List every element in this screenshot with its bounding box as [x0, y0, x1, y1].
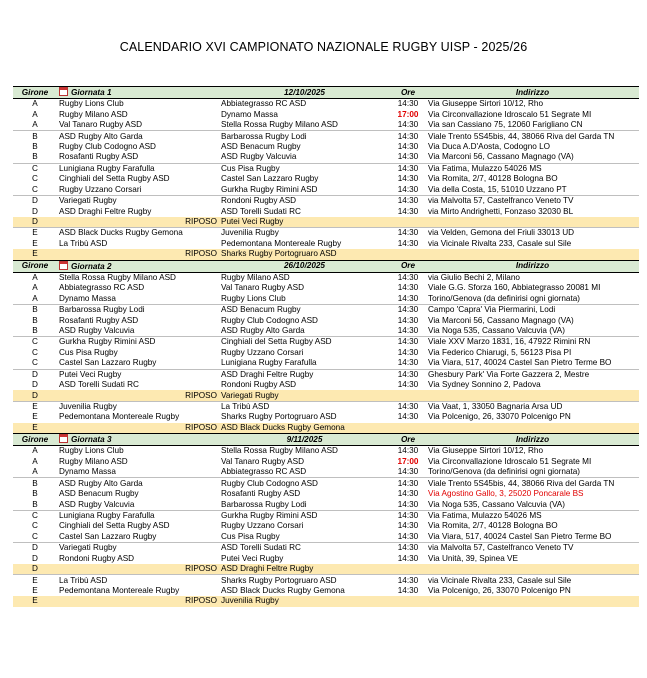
- away-team: Rugby Uzzano Corsari: [221, 521, 304, 531]
- resting-team: Variegati Rugby: [219, 390, 390, 401]
- away-team: ASD Rugby Valcuvia: [221, 152, 297, 162]
- venue-address: Via Giuseppe Sirtori 10/12, Rho: [426, 446, 639, 457]
- home-team: Rugby Club Codogno ASD: [59, 141, 156, 151]
- home-team: Val Tanaro Rugby ASD: [59, 120, 142, 130]
- match-row: [13, 543, 639, 554]
- match-row: [13, 467, 639, 478]
- match-time: 14:30: [397, 315, 419, 325]
- match-row: [13, 457, 639, 467]
- girone-cell: E: [13, 423, 57, 434]
- match-time: 14:30: [397, 499, 419, 509]
- ore-header: Ore: [390, 260, 426, 272]
- girone-cell: E: [13, 596, 57, 606]
- empty-cell: [390, 423, 426, 434]
- away-team: Rugby Club Codogno ASD: [221, 315, 318, 325]
- girone-cell: B: [32, 499, 38, 509]
- girone-cell: C: [13, 337, 57, 348]
- indirizzo-header: Indirizzo: [426, 434, 639, 446]
- venue-address: Via Agostino Gallo, 3, 25020 Poncarale BS: [428, 489, 584, 499]
- away-team: Juvenilia Rugby: [219, 228, 390, 239]
- match-time: 14:30: [390, 99, 426, 110]
- girone-cell: A: [32, 467, 38, 477]
- giornata-header: [13, 87, 639, 99]
- match-row: [13, 293, 639, 304]
- riposo-label: RIPOSO: [57, 249, 219, 260]
- venue-address: Via Polcenigo, 26, 33070 Polcenigo PN: [428, 586, 571, 596]
- riposo-row: [13, 249, 639, 260]
- girone-cell: C: [13, 163, 57, 174]
- match-row: [13, 575, 639, 586]
- match-time: 14:30: [397, 206, 419, 216]
- riposo-row: [13, 564, 639, 575]
- venue-address: Via Giuseppe Sirtori 10/12, Rho: [426, 99, 639, 110]
- match-time: 14:30: [397, 283, 419, 293]
- girone-cell: D: [32, 553, 38, 563]
- match-time: 14:30: [397, 553, 419, 563]
- page-title: CALENDARIO XVI CAMPIONATO NAZIONALE RUGBY UISP - 2025/26: [119, 40, 528, 54]
- match-row: [13, 586, 639, 596]
- home-team: Rosafanti Rugby ASD: [59, 315, 139, 325]
- home-team: ASD Rugby Valcuvia: [59, 325, 135, 335]
- match-time: 14:30: [397, 120, 419, 130]
- away-team: Rugby Lions Club: [221, 293, 286, 303]
- match-time: 14:30: [397, 380, 419, 390]
- venue-address: Via Federico Chiarugi, 5, 56123 Pisa PI: [428, 347, 572, 357]
- girone-cell: C: [13, 510, 57, 521]
- girone-cell: E: [32, 586, 38, 596]
- away-team: Cinghiali del Setta Rugby ASD: [219, 337, 390, 348]
- empty-cell: [390, 249, 426, 260]
- match-row: [13, 228, 639, 239]
- home-team: Abbiategrasso RC ASD: [59, 283, 145, 293]
- venue-address: via Mirto Andrighetti, Fonzaso 32030 BL: [428, 206, 574, 216]
- resting-team: ASD Draghi Feltre Rugby: [219, 564, 390, 575]
- match-row: [13, 499, 639, 510]
- away-team: Stella Rossa Rugby Milano ASD: [221, 120, 338, 130]
- girone-cell: D: [13, 543, 57, 554]
- girone-cell: B: [32, 141, 38, 151]
- away-team: Lunigiana Rugby Farafulla: [221, 358, 317, 368]
- match-time: 14:30: [397, 489, 419, 499]
- away-team: ASD Torelli Sudati RC: [219, 543, 390, 554]
- home-team: Cinghiali del Setta Rugby ASD: [59, 521, 170, 531]
- venue-address: Via Fatima, Mulazzo 54026 MS: [426, 163, 639, 174]
- venue-address: via Velden, Gemona del Friuli 33013 UD: [426, 228, 639, 239]
- home-team: Castel San Lazzaro Rugby: [59, 531, 157, 541]
- home-team: Gurkha Rugby Rimini ASD: [57, 337, 219, 348]
- girone-cell: C: [32, 521, 38, 531]
- ore-header: Ore: [390, 87, 426, 99]
- home-team: Pedemontana Montereale Rugby: [59, 412, 180, 422]
- away-team: ASD Rugby Alto Garda: [221, 325, 305, 335]
- match-time: 14:30: [397, 467, 419, 477]
- empty-cell: [426, 390, 639, 401]
- girone-cell: A: [13, 272, 57, 283]
- girone-cell: D: [32, 380, 38, 390]
- match-row: [13, 478, 639, 489]
- match-time: 14:30: [397, 152, 419, 162]
- match-time: 17:00: [397, 456, 419, 466]
- girone-cell: D: [32, 206, 38, 216]
- home-team: Lunigiana Rugby Farafulla: [57, 163, 219, 174]
- match-time: 14:30: [397, 586, 419, 596]
- venue-address: Via Romita, 2/7, 40128 Bologna BO: [428, 521, 558, 531]
- home-team: ASD Draghi Feltre Rugby: [59, 206, 152, 216]
- match-row: [13, 358, 639, 369]
- calendar-icon: [59, 434, 68, 443]
- home-team: Rugby Milano ASD: [59, 109, 128, 119]
- empty-cell: [426, 564, 639, 575]
- match-time: 14:30: [397, 184, 419, 194]
- indirizzo-header: Indirizzo: [426, 87, 639, 99]
- venue-address: Via Polcenigo, 26, 33070 Polcenigo PN: [428, 412, 571, 422]
- match-row: [13, 239, 639, 249]
- match-time: 14:30: [397, 412, 419, 422]
- home-team: Dynamo Massa: [59, 467, 116, 477]
- match-row: [13, 348, 639, 358]
- girone-cell: E: [13, 249, 57, 260]
- away-team: Rugby Club Codogno ASD: [219, 478, 390, 489]
- venue-address: Viale XXV Marzo 1831, 16, 47922 Rimini RN: [426, 337, 639, 348]
- match-time: 14:30: [390, 510, 426, 521]
- match-row: [13, 283, 639, 293]
- away-team: Stella Rossa Rugby Milano ASD: [219, 446, 390, 457]
- home-team: ASD Rugby Alto Garda: [57, 131, 219, 142]
- home-team: Juvenilia Rugby: [57, 401, 219, 412]
- match-row: [13, 532, 639, 543]
- match-row: [13, 185, 639, 196]
- home-team: Cus Pisa Rugby: [59, 347, 118, 357]
- match-time: 14:30: [397, 325, 419, 335]
- match-time: 14:30: [390, 401, 426, 412]
- girone-cell: A: [32, 293, 38, 303]
- match-time: 14:30: [390, 195, 426, 206]
- girone-cell: A: [32, 283, 38, 293]
- match-time: 14:30: [397, 521, 419, 531]
- away-team: ASD Draghi Feltre Rugby: [219, 369, 390, 380]
- venue-address: Via san Cassiano 75, 12060 Farigliano CN: [428, 120, 583, 130]
- girone-cell: C: [32, 531, 38, 541]
- match-row: [13, 142, 639, 152]
- girone-cell: E: [32, 412, 38, 422]
- girone-cell: E: [13, 401, 57, 412]
- match-row: [13, 369, 639, 380]
- resting-team: Sharks Rugby Portogruaro ASD: [219, 249, 390, 260]
- home-team: Rugby Lions Club: [57, 446, 219, 457]
- home-team: ASD Rugby Alto Garda: [57, 478, 219, 489]
- venue-address: Viale Trento 5S45bis, 44, 38066 Riva del Garda TN: [426, 131, 639, 142]
- away-team: Abbiategrasso RC ASD: [219, 99, 390, 110]
- giornata-date: 26/10/2025: [219, 260, 390, 272]
- girone-cell: B: [32, 152, 38, 162]
- girone-cell: A: [32, 456, 38, 466]
- girone-header: Girone: [13, 87, 57, 99]
- match-row: [13, 163, 639, 174]
- venue-address: Via della Costa, 15, 51010 Uzzano PT: [428, 184, 567, 194]
- giornata-label: [57, 434, 219, 446]
- girone-cell: B: [32, 325, 38, 335]
- girone-cell: C: [32, 174, 38, 184]
- match-row: [13, 195, 639, 206]
- home-team: Rosafanti Rugby ASD: [59, 152, 139, 162]
- match-time: 14:30: [390, 228, 426, 239]
- girone-cell: D: [13, 390, 57, 401]
- match-row: [13, 99, 639, 110]
- home-team: La Tribù ASD: [57, 575, 219, 586]
- match-time: 14:30: [390, 478, 426, 489]
- match-time: 17:00: [397, 109, 419, 119]
- match-row: [13, 174, 639, 184]
- away-team: ASD Torelli Sudati RC: [221, 206, 301, 216]
- girone-cell: A: [13, 99, 57, 110]
- away-team: Gurkha Rugby Rimini ASD: [221, 184, 318, 194]
- home-team: Castel San Lazzaro Rugby: [59, 358, 157, 368]
- match-time: 14:30: [390, 163, 426, 174]
- away-team: Barbarossa Rugby Lodi: [221, 499, 307, 509]
- empty-cell: [390, 390, 426, 401]
- riposo-row: [13, 423, 639, 434]
- venue-address: Via Romita, 2/7, 40128 Bologna BO: [428, 174, 558, 184]
- match-time: 14:30: [397, 174, 419, 184]
- match-row: [13, 510, 639, 521]
- home-team: Variegati Rugby: [57, 195, 219, 206]
- match-time: 14:30: [390, 272, 426, 283]
- girone-header: Girone: [13, 434, 57, 446]
- home-team: Rugby Uzzano Corsari: [59, 184, 142, 194]
- away-team: ASD Benacum Rugby: [219, 304, 390, 315]
- venue-address: Viale Trento 5S45bis, 44, 38066 Riva del Garda TN: [426, 478, 639, 489]
- match-time: 14:30: [390, 304, 426, 315]
- giornata-title: Giornata 3: [71, 435, 112, 445]
- match-row: [13, 109, 639, 119]
- girone-cell: C: [32, 347, 38, 357]
- empty-cell: [426, 596, 639, 606]
- venue-address: Via Marconi 56, Cassano Magnago (VA): [428, 315, 574, 325]
- match-row: [13, 554, 639, 564]
- venue-address: via Vicinale Rivalta 233, Casale sul Sile: [428, 238, 572, 248]
- match-row: [13, 315, 639, 325]
- girone-cell: A: [32, 109, 38, 119]
- empty-cell: [390, 596, 426, 606]
- match-row: [13, 401, 639, 412]
- riposo-label: RIPOSO: [57, 390, 219, 401]
- girone-cell: D: [13, 564, 57, 575]
- giornata-title: Giornata 2: [71, 261, 112, 271]
- match-row: [13, 380, 639, 390]
- venue-address: Viale G.G. Sforza 160, Abbiategrasso 20081 MI: [428, 283, 601, 293]
- home-team: La Tribù ASD: [59, 238, 108, 248]
- away-team: ASD Benacum Rugby: [221, 141, 301, 151]
- girone-cell: C: [32, 358, 38, 368]
- giornata-header: [13, 434, 639, 446]
- riposo-row: [13, 390, 639, 401]
- venue-address: Via Marconi 56, Cassano Magnago (VA): [428, 152, 574, 162]
- match-time: 14:30: [397, 358, 419, 368]
- home-team: Barbarossa Rugby Lodi: [57, 304, 219, 315]
- match-time: 14:30: [390, 131, 426, 142]
- resting-team: Juvenilia Rugby: [219, 596, 390, 606]
- away-team: Rondoni Rugby ASD: [221, 380, 297, 390]
- venue-address: via Malvolta 57, Castelfranco Veneto TV: [426, 195, 639, 206]
- riposo-label: RIPOSO: [57, 423, 219, 434]
- girone-cell: B: [32, 315, 38, 325]
- calendar-icon: [59, 261, 68, 270]
- home-team: ASD Torelli Sudati RC: [59, 380, 139, 390]
- away-team: Rondoni Rugby ASD: [219, 195, 390, 206]
- girone-header: Girone: [13, 260, 57, 272]
- venue-address: Via Unità, 39, Spinea VE: [428, 553, 518, 563]
- match-row: [13, 206, 639, 216]
- home-team: Lunigiana Rugby Farafulla: [57, 510, 219, 521]
- venue-address: Ghesbury Park' Via Forte Gazzera 2, Mestre: [426, 369, 639, 380]
- match-row: [13, 120, 639, 131]
- venue-address: via Giulio Bechi 2, Milano: [426, 272, 639, 283]
- calendar-icon: [59, 87, 68, 96]
- away-team: Pedemontana Montereale Rugby: [221, 238, 342, 248]
- venue-address: Via Fatima, Mulazzo 54026 MS: [426, 510, 639, 521]
- girone-cell: C: [32, 184, 38, 194]
- schedule-table: [13, 86, 639, 607]
- empty-cell: [426, 423, 639, 434]
- home-team: Stella Rossa Rugby Milano ASD: [57, 272, 219, 283]
- girone-cell: D: [13, 217, 57, 228]
- giornata-date: 12/10/2025: [219, 87, 390, 99]
- girone-cell: B: [32, 489, 38, 499]
- venue-address: Via Noga 535, Cassano Valcuvia (VA): [428, 325, 565, 335]
- match-time: 14:30: [397, 238, 419, 248]
- home-team: Variegati Rugby: [57, 543, 219, 554]
- away-team: Cus Pisa Rugby: [219, 163, 390, 174]
- venue-address: via Vicinale Rivalta 233, Casale sul Sile: [426, 575, 639, 586]
- match-time: 14:30: [390, 337, 426, 348]
- venue-address: Via Vaat, 1, 33050 Bagnaria Arsa UD: [426, 401, 639, 412]
- riposo-row: [13, 217, 639, 228]
- home-team: Cinghiali del Setta Rugby ASD: [59, 174, 170, 184]
- ore-header: Ore: [390, 434, 426, 446]
- riposo-label: RIPOSO: [57, 564, 219, 575]
- empty-cell: [426, 217, 639, 228]
- away-team: Sharks Rugby Portogruaro ASD: [221, 412, 337, 422]
- away-team: Rugby Milano ASD: [219, 272, 390, 283]
- match-row: [13, 131, 639, 142]
- match-row: [13, 152, 639, 163]
- girone-cell: E: [32, 238, 38, 248]
- match-row: [13, 272, 639, 283]
- girone-cell: D: [13, 369, 57, 380]
- away-team: Abbiategrasso RC ASD: [221, 467, 307, 477]
- home-team: Putei Veci Rugby: [57, 369, 219, 380]
- girone-cell: A: [32, 120, 38, 130]
- away-team: Rugby Uzzano Corsari: [221, 347, 304, 357]
- away-team: La Tribù ASD: [219, 401, 390, 412]
- girone-cell: B: [13, 478, 57, 489]
- away-team: Val Tanaro Rugby ASD: [221, 283, 304, 293]
- venue-address: Torino/Genova (da definirisi ogni giornata): [428, 467, 581, 477]
- giornata-title: Giornata 1: [71, 88, 112, 97]
- away-team: Val Tanaro Rugby ASD: [221, 456, 304, 466]
- riposo-row: [13, 596, 639, 606]
- giornata-date: 9/11/2025: [219, 434, 390, 446]
- match-time: 14:30: [397, 293, 419, 303]
- match-time: 14:30: [390, 446, 426, 457]
- away-team: Cus Pisa Rugby: [221, 531, 280, 541]
- home-team: Rugby Lions Club: [57, 99, 219, 110]
- indirizzo-header: Indirizzo: [426, 260, 639, 272]
- match-row: [13, 521, 639, 531]
- girone-cell: A: [13, 446, 57, 457]
- giornata-label: [57, 87, 219, 99]
- venue-address: Via Circonvallazione Idroscalo 51 Segrate MI: [428, 109, 592, 119]
- resting-team: Putei Veci Rugby: [219, 217, 390, 228]
- away-team: Dynamo Massa: [221, 109, 278, 119]
- girone-cell: E: [13, 228, 57, 239]
- home-team: ASD Black Ducks Rugby Gemona: [57, 228, 219, 239]
- girone-cell: E: [13, 575, 57, 586]
- home-team: ASD Benacum Rugby: [59, 489, 139, 499]
- giornata-header: [13, 260, 639, 272]
- away-team: Sharks Rugby Portogruaro ASD: [219, 575, 390, 586]
- home-team: Dynamo Massa: [59, 293, 116, 303]
- venue-address: Via Duca A.D'Aosta, Codogno LO: [428, 141, 551, 151]
- girone-cell: B: [13, 304, 57, 315]
- match-row: [13, 489, 639, 499]
- resting-team: ASD Black Ducks Rugby Gemona: [219, 423, 390, 434]
- venue-address: Torino/Genova (da definirisi ogni giornata): [428, 293, 581, 303]
- empty-cell: [390, 564, 426, 575]
- match-row: [13, 446, 639, 457]
- girone-cell: B: [13, 131, 57, 142]
- venue-address: Via Viara, 517, 40024 Castel San Pietro Terme BO: [428, 531, 612, 541]
- match-time: 14:30: [390, 369, 426, 380]
- away-team: Gurkha Rugby Rimini ASD: [219, 510, 390, 521]
- home-team: ASD Rugby Valcuvia: [59, 499, 135, 509]
- match-row: [13, 412, 639, 422]
- match-time: 14:30: [397, 141, 419, 151]
- home-team: Pedemontana Montereale Rugby: [59, 586, 180, 596]
- home-team: Rondoni Rugby ASD: [59, 553, 135, 563]
- venue-address: Via Sydney Sonnino 2, Padova: [428, 380, 541, 390]
- away-team: Castel San Lazzaro Rugby: [221, 174, 319, 184]
- away-team: Rosafanti Rugby ASD: [221, 489, 301, 499]
- away-team: ASD Black Ducks Rugby Gemona: [221, 586, 345, 596]
- match-time: 14:30: [397, 531, 419, 541]
- home-team: Rugby Milano ASD: [59, 456, 128, 466]
- venue-address: Via Viara, 517, 40024 Castel San Pietro Terme BO: [428, 358, 612, 368]
- girone-cell: D: [13, 195, 57, 206]
- venue-address: Campo 'Capra' Via Piermarini, Lodi: [426, 304, 639, 315]
- match-time: 14:30: [397, 347, 419, 357]
- empty-cell: [426, 249, 639, 260]
- match-row: [13, 337, 639, 348]
- match-row: [13, 326, 639, 337]
- riposo-label: RIPOSO: [57, 596, 219, 606]
- away-team: Barbarossa Rugby Lodi: [219, 131, 390, 142]
- giornata-label: [57, 260, 219, 272]
- away-team: Putei Veci Rugby: [221, 553, 284, 563]
- match-row: [13, 304, 639, 315]
- match-time: 14:30: [390, 575, 426, 586]
- venue-address: Via Noga 535, Cassano Valcuvia (VA): [428, 499, 565, 509]
- match-time: 14:30: [390, 543, 426, 554]
- empty-cell: [390, 217, 426, 228]
- venue-address: Via Circonvallazione Idroscalo 51 Segrate MI: [428, 456, 592, 466]
- venue-address: via Malvolta 57, Castelfranco Veneto TV: [426, 543, 639, 554]
- riposo-label: RIPOSO: [57, 217, 219, 228]
